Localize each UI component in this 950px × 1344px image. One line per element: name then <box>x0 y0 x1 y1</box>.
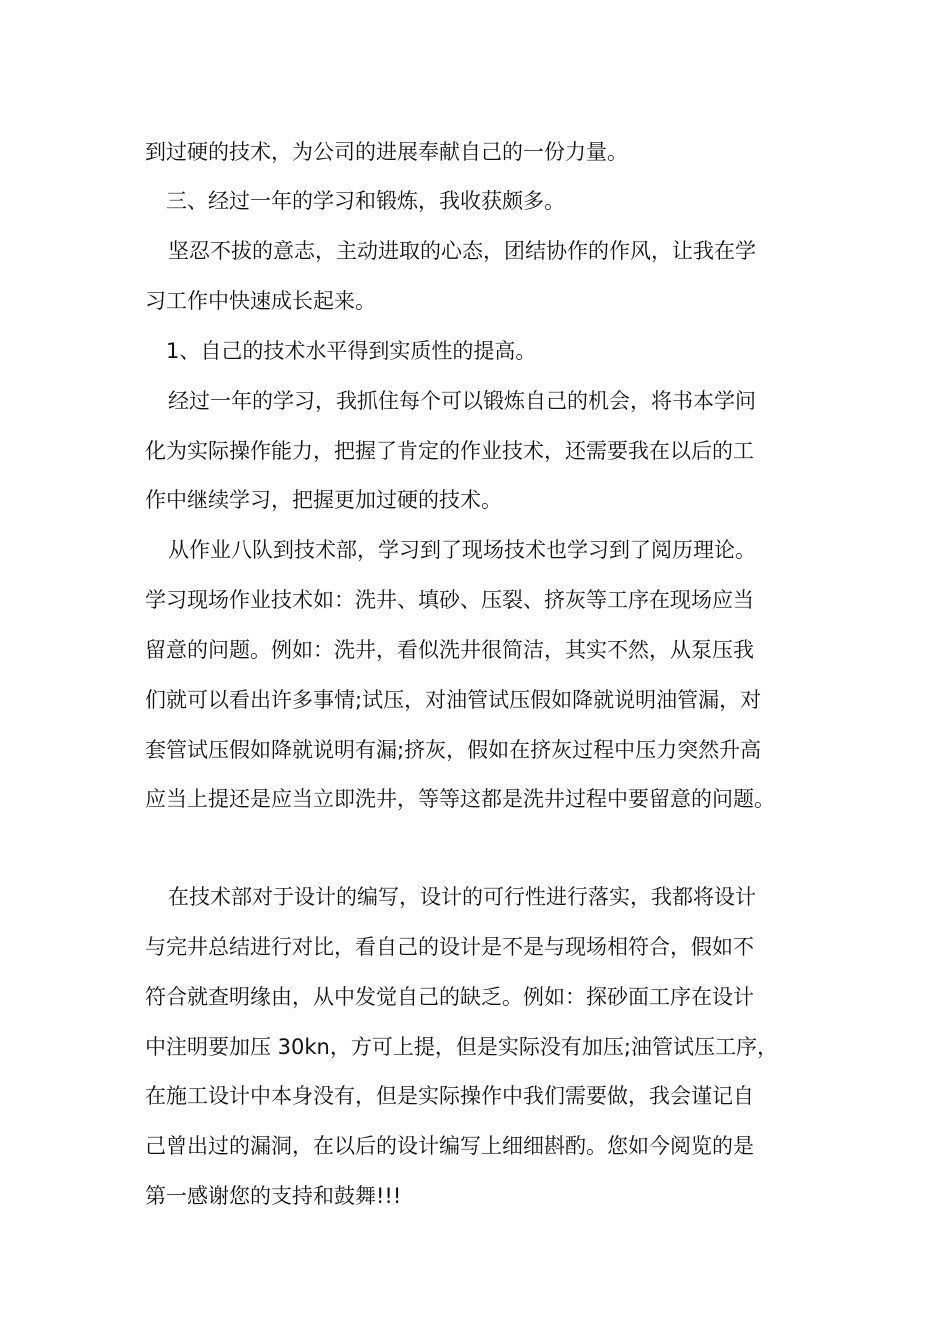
text-line: 坚忍不拔的意志，主动进取的心态，团结协作的作风，让我在学 <box>168 239 756 263</box>
text-line: 应当上提还是应当立即洗井，等等这都是洗井过程中要留意的问题。 <box>145 787 775 811</box>
section-heading: 三、经过一年的学习和锻炼，我收获颇多。 <box>166 189 565 213</box>
text-line: 们就可以看出许多事情;试压，对油管试压假如降就说明油管漏，对 <box>145 688 762 712</box>
text-line: 与完井总结进行对比，看自己的设计是不是与现场相符合，假如不 <box>145 935 754 959</box>
text-line: 从作业八队到技术部，学习到了现场技术也学习到了阅历理论。 <box>168 538 756 562</box>
text-line: 第一感谢您的支持和鼓舞!!! <box>145 1184 402 1208</box>
text-line: 在施工设计中本身没有，但是实际操作中我们需要做，我会谨记自 <box>145 1084 754 1108</box>
text-line: 中注明要加压 30kn，方可上提，但是实际没有加压;油管试压工序， <box>145 1035 778 1059</box>
text-line: 己曾出过的漏洞，在以后的设计编写上细细斟酌。您如今阅览的是 <box>145 1134 754 1158</box>
subsection-heading: 1、自己的技术水平得到实质性的提高。 <box>166 339 537 363</box>
text-line: 留意的问题。例如：洗井，看似洗井很简洁，其实不然，从泵压我 <box>145 638 754 662</box>
text-line: 到过硬的技术，为公司的进展奉献自己的一份力量。 <box>145 140 628 164</box>
text-line: 在技术部对于设计的编写，设计的可行性进行落实，我都将设计 <box>168 885 756 909</box>
text-line: 符合就查明缘由，从中发觉自己的缺乏。例如：探砂面工序在设计 <box>145 985 754 1009</box>
text-line: 套管试压假如降就说明有漏;挤灰，假如在挤灰过程中压力突然升高 <box>145 738 762 762</box>
text-line: 学习现场作业技术如：洗井、填砂、压裂、挤灰等工序在现场应当 <box>145 588 754 612</box>
text-line: 化为实际操作能力，把握了肯定的作业技术，还需要我在以后的工 <box>145 439 754 463</box>
text-line: 经过一年的学习，我抓住每个可以锻炼自己的机会，将书本学问 <box>168 389 756 413</box>
text-line: 习工作中快速成长起来。 <box>145 289 376 313</box>
text-line: 作中继续学习，把握更加过硬的技术。 <box>145 488 502 512</box>
